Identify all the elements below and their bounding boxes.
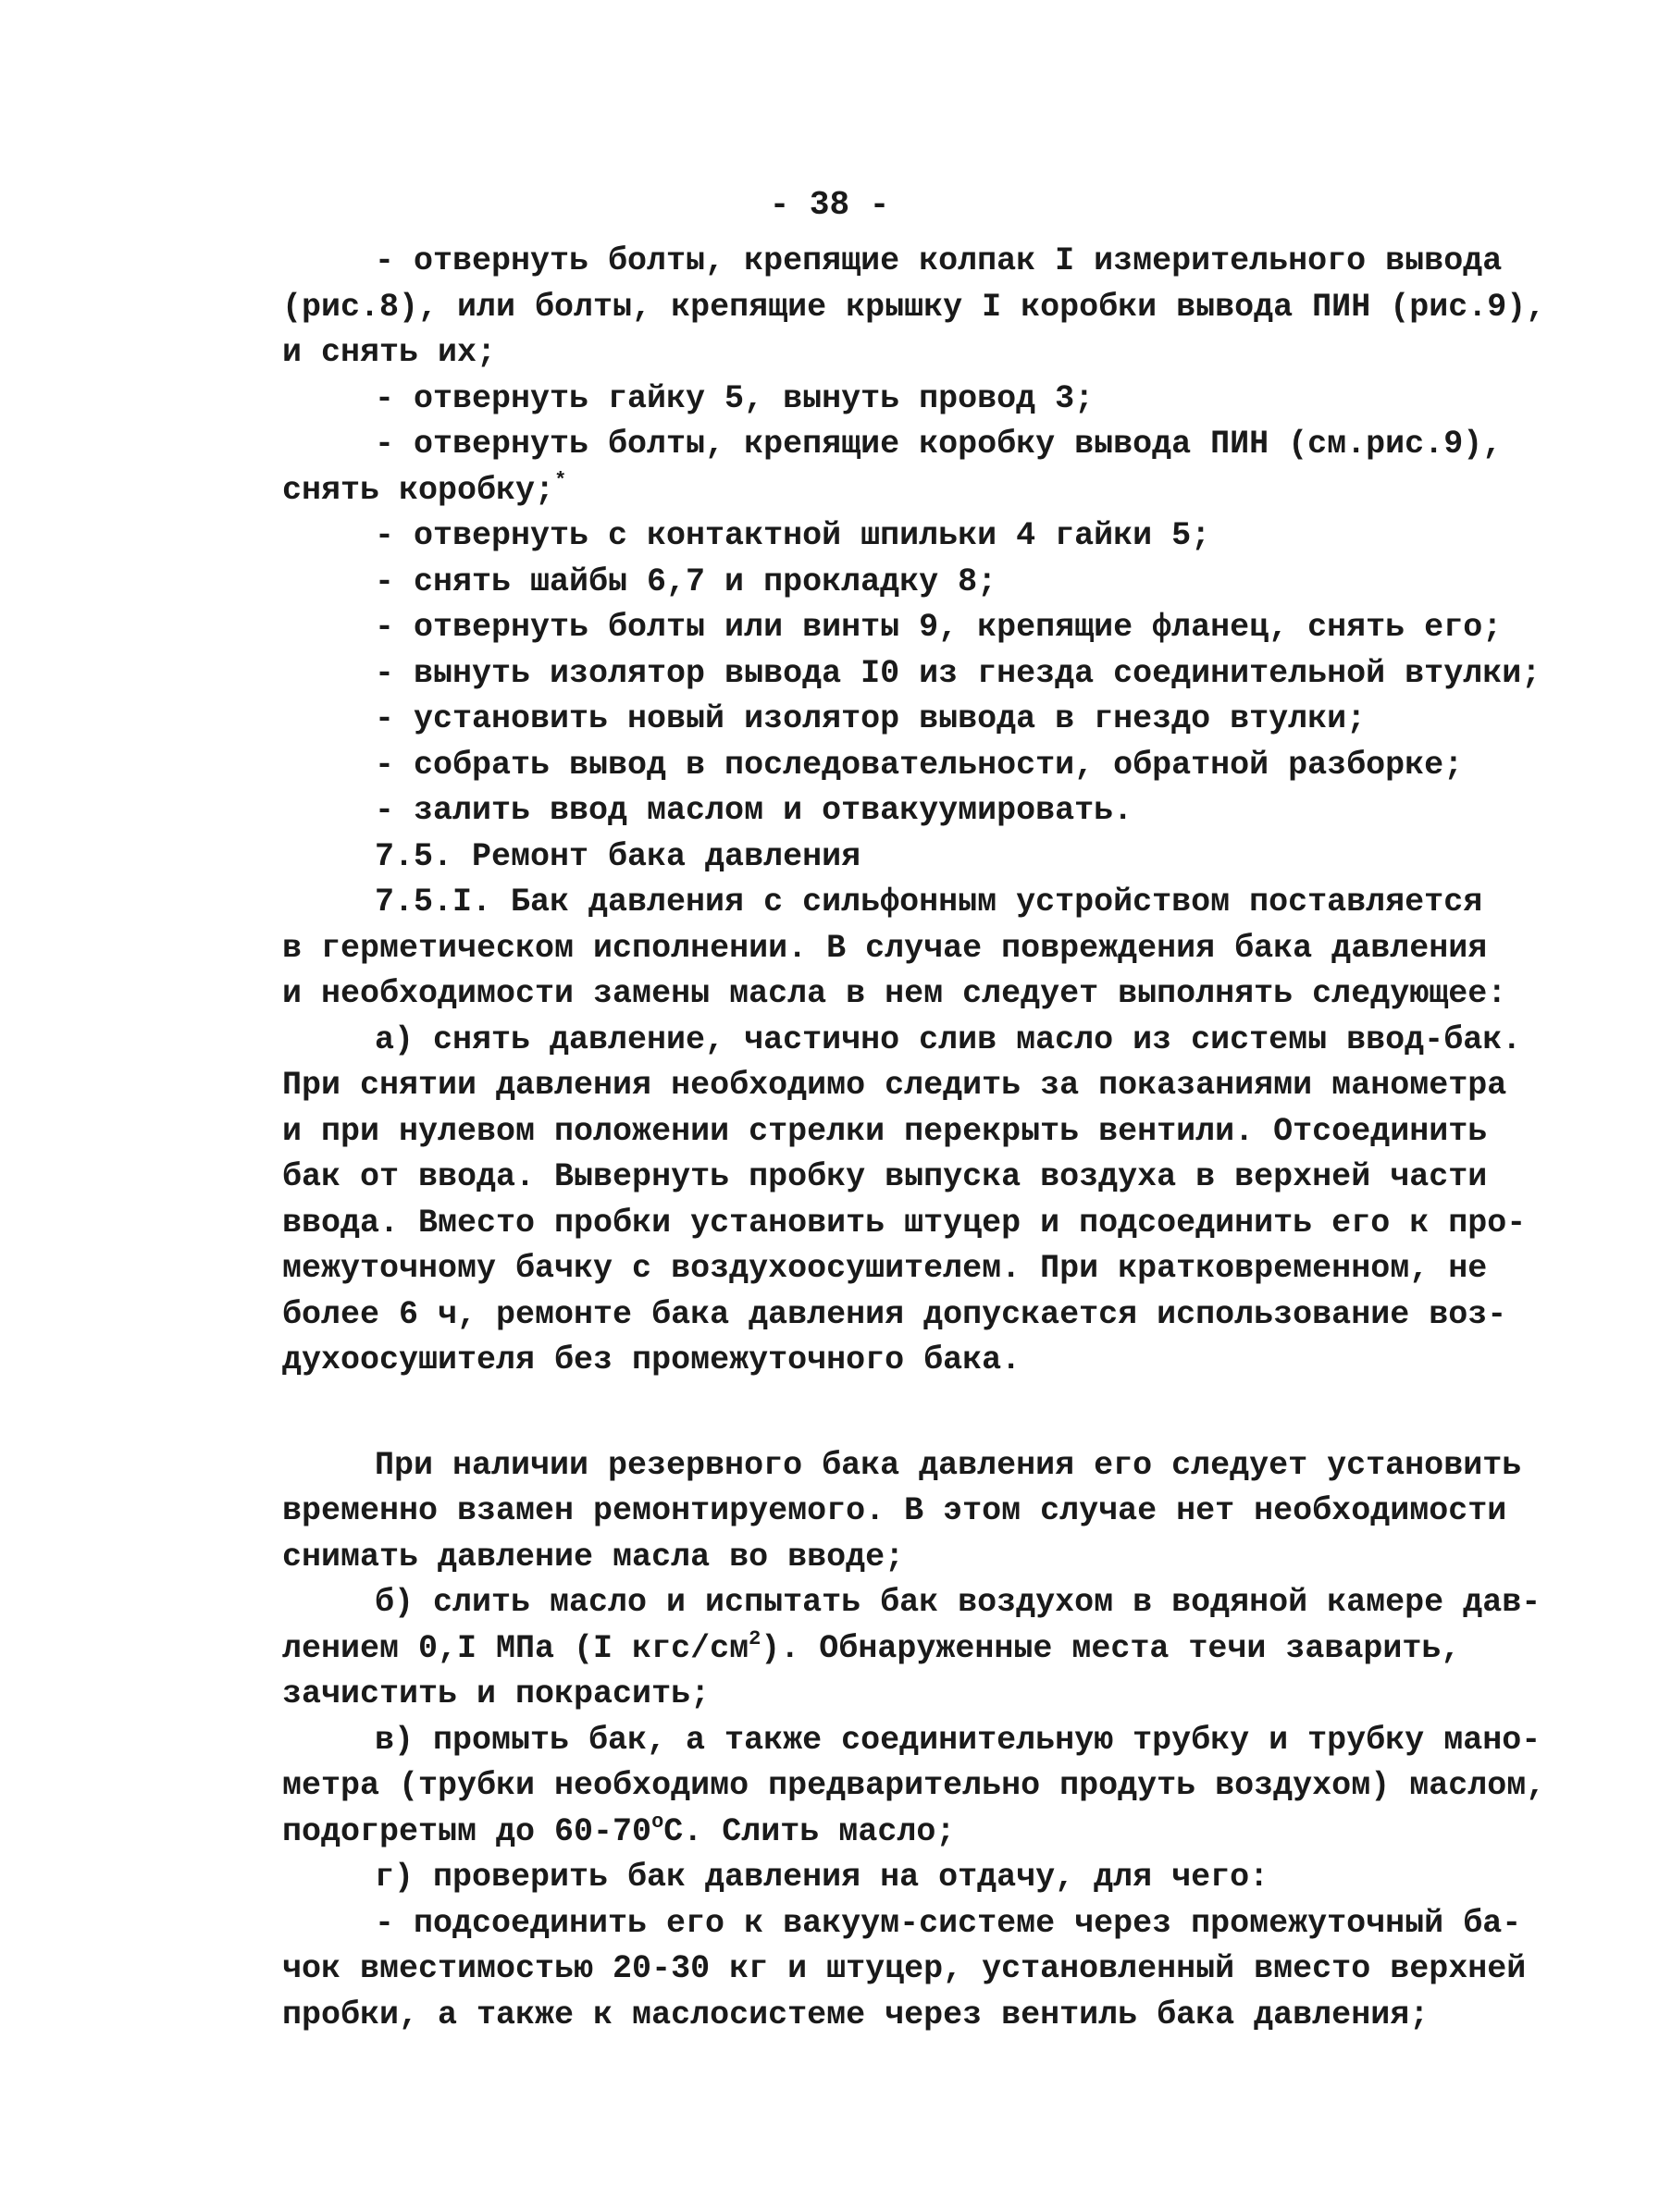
text-line: - отвернуть гайку 5, вынуть провод 3; [375, 379, 1095, 417]
body-text [282, 239, 1546, 2038]
text-line: зачистить и покрасить; [282, 1675, 711, 1712]
text-line: - подсоединить его к вакуум-системе через промежуточный ба- [375, 1904, 1522, 1942]
page-number: - 38 - [769, 186, 890, 224]
text-line: 7.5.I. Бак давления с сильфонным устройством поставляется [375, 884, 1483, 921]
text-line: - отвернуть с контактной шпильки 4 гайки 5; [375, 517, 1211, 554]
text-fragment: лением 0,I МПа (I кгс/см [282, 1629, 749, 1667]
text-line: межуточному бачку с воздухоосушителем. При кратковременном, не [282, 1250, 1488, 1287]
section-heading: 7.5. Ремонт бака давления [375, 837, 861, 875]
degree-superscript: о [651, 1810, 664, 1834]
superscript: 2 [749, 1626, 761, 1650]
text-line [282, 1626, 1513, 1673]
text-line: б) слить масло и испытать бак воздухом в водяной камере дав- [375, 1584, 1541, 1621]
text-fragment: подогретым до 60-70 [282, 1812, 652, 1850]
text-line: бак от ввода. Вывернуть пробку выпуска воздуха в верхней части [282, 1158, 1488, 1195]
text-line: (рис.8), или болты, крепящие крышку I коробки вывода ПИН (рис.9), [282, 288, 1546, 326]
text-line [282, 1810, 1513, 1856]
text-line: духоосушителя без промежуточного бака. [282, 1341, 1021, 1378]
text-line: ввода. Вместо пробки установить штуцер и подсоединить его к про- [282, 1204, 1527, 1242]
footnote-mark: * [554, 468, 567, 492]
text-fragment: ). Обнаруженные места течи заварить, [761, 1629, 1461, 1667]
text-line: - установить новый изолятор вывода в гнездо втулки; [375, 700, 1367, 737]
text-line: пробки, а также к маслосистеме через вентиль бака давления; [282, 1996, 1430, 2033]
text-line: в герметическом исполнении. В случае повреждения бака давления [282, 929, 1488, 967]
text-line: и необходимости замены масла в нем следует выполнять следующее: [282, 975, 1507, 1012]
text-line: временно взамен ремонтируемого. В этом случае нет необходимости [282, 1492, 1507, 1529]
text-line: снимать давление масла во вводе; [282, 1538, 905, 1576]
text-line: чок вместимостью 20-30 кг и штуцер, установленный вместо верхней [282, 1950, 1527, 1987]
text-line: - отвернуть болты, крепящие коробку вывода ПИН (см.рис.9), [375, 426, 1503, 463]
text-line: и при нулевом положении стрелки перекрыть вентили. Отсоединить [282, 1112, 1488, 1150]
text-line: метра (трубки необходимо предварительно продуть воздухом) маслом, [282, 1767, 1546, 1804]
paragraph-gap [282, 1384, 1513, 1443]
text-line: - вынуть изолятор вывода I0 из гнезда соединительной втулки; [375, 654, 1541, 692]
text-line: - отвернуть болты, крепящие колпак I измерительного вывода [375, 242, 1503, 279]
text-line: и снять их; [282, 334, 497, 371]
text-line: - собрать вывод в последовательности, обратной разборке; [375, 746, 1464, 784]
text-fragment: снять коробку; [282, 471, 555, 509]
text-line: При наличии резервного бака давления его следует установить [375, 1446, 1522, 1484]
text-line: - снять шайбы 6,7 и прокладку 8; [375, 562, 997, 600]
text-line: - залить ввод маслом и отвакуумировать. [375, 792, 1133, 829]
text-line: - отвернуть болты или винты 9, крепящие фланец, снять его; [375, 609, 1503, 646]
text-line: более 6 ч, ремонте бака давления допускается использование воз- [282, 1295, 1507, 1333]
text-line: в) промыть бак, а также соединительную трубку и трубку мано- [375, 1721, 1541, 1759]
text-line [282, 468, 1513, 514]
text-fragment: С. Слить масло; [663, 1812, 956, 1850]
text-line: При снятии давления необходимо следить за показаниями манометра [282, 1067, 1507, 1104]
text-line: г) проверить бак давления на отдачу, для чего: [375, 1859, 1269, 1896]
text-line: а) снять давление, частично слив масло из системы ввод-бак. [375, 1020, 1522, 1058]
